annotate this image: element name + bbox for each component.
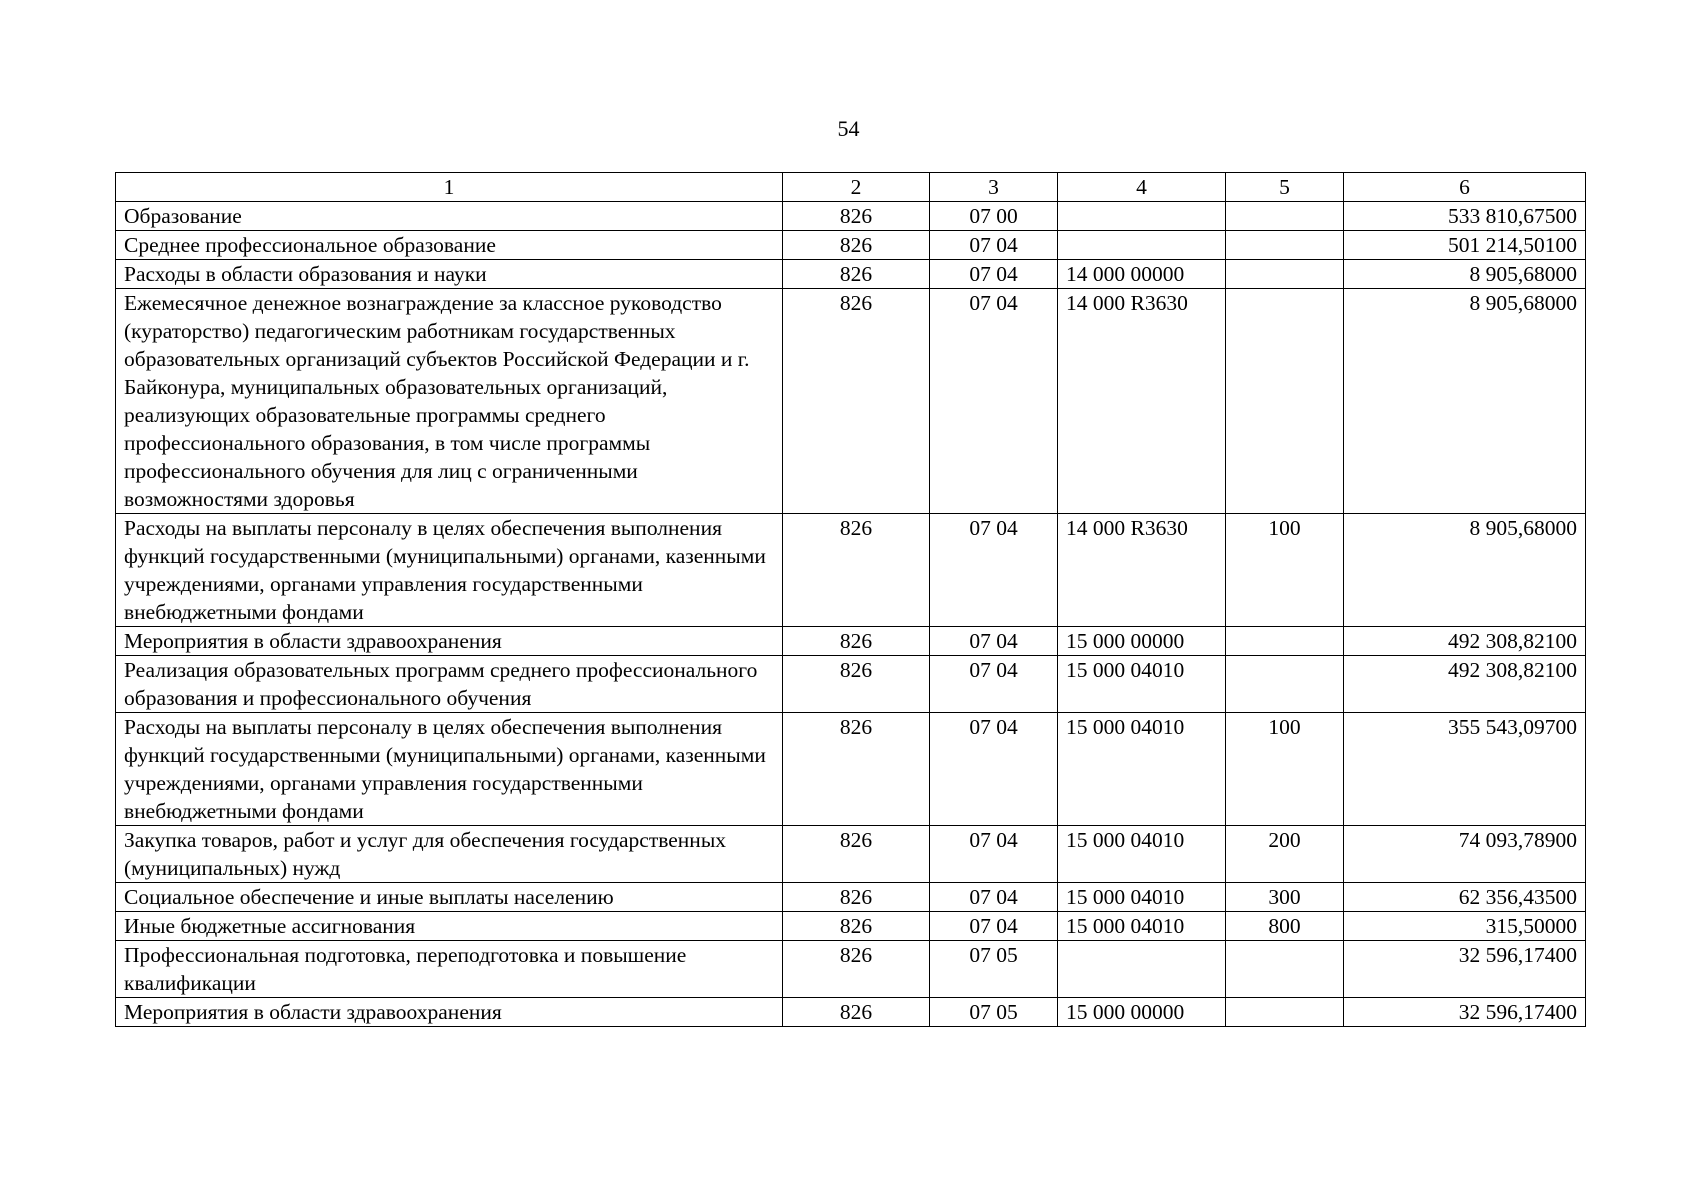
column-header: 4 xyxy=(1058,173,1226,202)
expense-type-cell xyxy=(1226,941,1344,998)
expense-type-cell: 200 xyxy=(1226,826,1344,883)
section-code-cell: 07 04 xyxy=(930,656,1058,713)
section-code-cell: 07 04 xyxy=(930,231,1058,260)
expense-type-cell xyxy=(1226,202,1344,231)
header-row xyxy=(116,173,1586,202)
table-row xyxy=(116,826,1586,883)
column-header: 2 xyxy=(783,173,930,202)
admin-code-cell: 826 xyxy=(783,998,930,1027)
expense-type-cell xyxy=(1226,231,1344,260)
amount-cell: 315,50000 xyxy=(1344,912,1586,941)
section-code-cell: 07 04 xyxy=(930,514,1058,627)
amount-cell: 8 905,68000 xyxy=(1344,514,1586,627)
section-code-cell: 07 04 xyxy=(930,289,1058,514)
target-article-cell: 14 000 R3630 xyxy=(1058,289,1226,514)
column-header: 6 xyxy=(1344,173,1586,202)
amount-cell: 492 308,82100 xyxy=(1344,627,1586,656)
table-row xyxy=(116,514,1586,627)
amount-cell: 74 093,78900 xyxy=(1344,826,1586,883)
table-row xyxy=(116,627,1586,656)
target-article-cell: 15 000 04010 xyxy=(1058,713,1226,826)
expense-type-cell xyxy=(1226,998,1344,1027)
section-code-cell: 07 05 xyxy=(930,998,1058,1027)
row-name-cell: Социальное обеспечение и иные выплаты населению xyxy=(116,883,783,912)
amount-cell: 355 543,09700 xyxy=(1344,713,1586,826)
admin-code-cell: 826 xyxy=(783,514,930,627)
table-row xyxy=(116,941,1586,998)
section-code-cell: 07 04 xyxy=(930,260,1058,289)
admin-code-cell: 826 xyxy=(783,627,930,656)
row-name-cell: Профессиональная подготовка, переподготовка и повышение квалификации xyxy=(116,941,783,998)
amount-cell: 32 596,17400 xyxy=(1344,998,1586,1027)
row-name-cell: Образование xyxy=(116,202,783,231)
table-row xyxy=(116,656,1586,713)
admin-code-cell: 826 xyxy=(783,289,930,514)
section-code-cell: 07 04 xyxy=(930,883,1058,912)
admin-code-cell: 826 xyxy=(783,826,930,883)
row-name-cell: Иные бюджетные ассигнования xyxy=(116,912,783,941)
page-number: 54 xyxy=(837,116,860,141)
expense-type-cell: 100 xyxy=(1226,514,1344,627)
table-row xyxy=(116,883,1586,912)
table-row xyxy=(116,289,1586,514)
table-row xyxy=(116,231,1586,260)
admin-code-cell: 826 xyxy=(783,656,930,713)
row-name-cell: Реализация образовательных программ среднего профессионального образования и профессионального обучения xyxy=(116,656,783,713)
admin-code-cell: 826 xyxy=(783,883,930,912)
target-article-cell xyxy=(1058,231,1226,260)
section-code-cell: 07 04 xyxy=(930,826,1058,883)
amount-cell: 8 905,68000 xyxy=(1344,289,1586,514)
amount-cell: 492 308,82100 xyxy=(1344,656,1586,713)
expense-type-cell: 800 xyxy=(1226,912,1344,941)
row-name-cell: Закупка товаров, работ и услуг для обеспечения государственных (муниципальных) нужд xyxy=(116,826,783,883)
row-name-cell: Среднее профессиональное образование xyxy=(116,231,783,260)
expense-type-cell xyxy=(1226,289,1344,514)
amount-cell: 501 214,50100 xyxy=(1344,231,1586,260)
target-article-cell: 14 000 R3630 xyxy=(1058,514,1226,627)
admin-code-cell: 826 xyxy=(783,912,930,941)
target-article-cell: 15 000 00000 xyxy=(1058,627,1226,656)
target-article-cell: 15 000 04010 xyxy=(1058,883,1226,912)
column-header: 5 xyxy=(1226,173,1344,202)
row-name-cell: Расходы в области образования и науки xyxy=(116,260,783,289)
row-name-cell: Мероприятия в области здравоохранения xyxy=(116,627,783,656)
target-article-cell: 15 000 04010 xyxy=(1058,656,1226,713)
column-header: 3 xyxy=(930,173,1058,202)
table-row xyxy=(116,713,1586,826)
amount-cell: 32 596,17400 xyxy=(1344,941,1586,998)
expense-type-cell: 300 xyxy=(1226,883,1344,912)
column-header: 1 xyxy=(116,173,783,202)
admin-code-cell: 826 xyxy=(783,260,930,289)
target-article-cell: 14 000 00000 xyxy=(1058,260,1226,289)
admin-code-cell: 826 xyxy=(783,231,930,260)
expense-type-cell: 100 xyxy=(1226,713,1344,826)
row-name-cell: Расходы на выплаты персоналу в целях обеспечения выполнения функций государственными (муниципальными) органами, казенными учреждениями, органами управления государственными внебюджетными фондами xyxy=(116,514,783,627)
admin-code-cell: 826 xyxy=(783,202,930,231)
section-code-cell: 07 00 xyxy=(930,202,1058,231)
budget-table xyxy=(115,172,1586,1027)
amount-cell: 533 810,67500 xyxy=(1344,202,1586,231)
target-article-cell xyxy=(1058,202,1226,231)
admin-code-cell: 826 xyxy=(783,941,930,998)
section-code-cell: 07 04 xyxy=(930,627,1058,656)
table-row xyxy=(116,912,1586,941)
section-code-cell: 07 05 xyxy=(930,941,1058,998)
table-row xyxy=(116,260,1586,289)
expense-type-cell xyxy=(1226,656,1344,713)
expense-type-cell xyxy=(1226,627,1344,656)
expense-type-cell xyxy=(1226,260,1344,289)
section-code-cell: 07 04 xyxy=(930,713,1058,826)
amount-cell: 62 356,43500 xyxy=(1344,883,1586,912)
row-name-cell: Мероприятия в области здравоохранения xyxy=(116,998,783,1027)
row-name-cell: Ежемесячное денежное вознаграждение за классное руководство (кураторство) педагогическим работникам государственных образовательных организаций субъектов Российской Федерации и г. Байконура, муниципальных образовательных организаций, реализующих образовательные программы среднего профессионального образования, в том числе программы профессионального обучения для лиц с ограниченными возможностями здоровья xyxy=(116,289,783,514)
target-article-cell xyxy=(1058,941,1226,998)
section-code-cell: 07 04 xyxy=(930,912,1058,941)
target-article-cell: 15 000 00000 xyxy=(1058,998,1226,1027)
target-article-cell: 15 000 04010 xyxy=(1058,912,1226,941)
row-name-cell: Расходы на выплаты персоналу в целях обеспечения выполнения функций государственными (муниципальными) органами, казенными учреждениями, органами управления государственными внебюджетными фондами xyxy=(116,713,783,826)
admin-code-cell: 826 xyxy=(783,713,930,826)
table-row xyxy=(116,202,1586,231)
table-row xyxy=(116,998,1586,1027)
target-article-cell: 15 000 04010 xyxy=(1058,826,1226,883)
amount-cell: 8 905,68000 xyxy=(1344,260,1586,289)
